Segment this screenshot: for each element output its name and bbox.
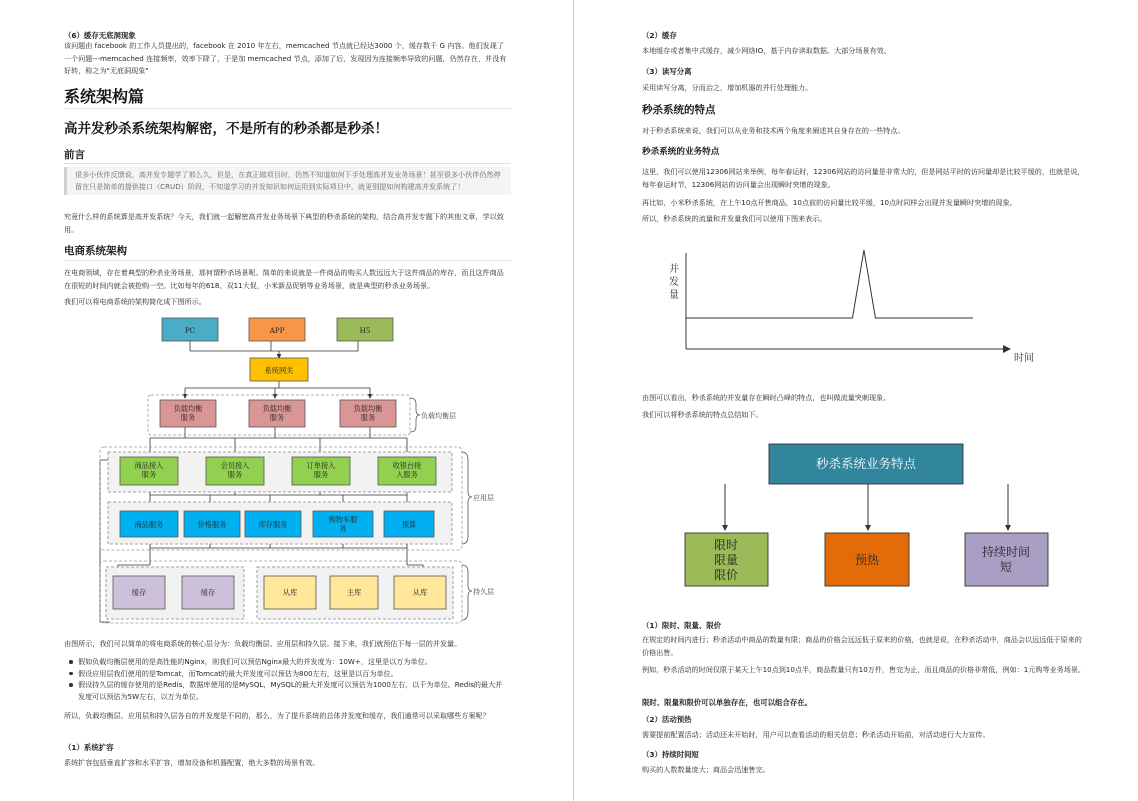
diagram-description: 由图所示，我们可以简单的将电商系统的核心层分为：负载均衡层、应用层和持久层。接下来，我们就预估下每一层的并发量。 (64, 639, 462, 648)
feature-tree (578, 0, 1138, 801)
rw-split-text: 采用读写分离，分而治之，增加机器的并行处理能力。 (642, 83, 813, 92)
ecom-fig-intro: 我们可以将电商系统的架构简化成下图所示。 (64, 297, 206, 306)
list-item: 假设应用层我们使用的是Tomcat，而Tomcat的最大并发度可以预估为800左右，这里是以百为单位。 (68, 668, 508, 680)
db-slave1-label: 从库 (282, 588, 298, 597)
db-master-label: 主库 (346, 588, 362, 597)
app-layer-label: 应用层 (473, 494, 494, 502)
ecom-heading: 电商系统架构 (64, 245, 127, 257)
biz-text-3: 所以，秒杀系统的流量和并发量我们可以使用下图来表示。 (642, 214, 827, 223)
chart-desc-2: 我们可以将秒杀系统的特点总结如下。 (642, 410, 763, 419)
cache-hole-title: （6）缓存无底洞现象 (64, 31, 136, 40)
label-line: 短 (999, 560, 1013, 574)
features-heading: 秒杀系统的特点 (642, 104, 716, 116)
y-label-char: 发 (669, 277, 679, 288)
rw-split-title: （3）读写分离 (642, 67, 692, 76)
h5-label: H5 (359, 326, 371, 335)
label-line: 限价 (713, 568, 739, 582)
warmup-title: （2）活动预热 (642, 715, 692, 724)
intro-text: 究竟什么样的系统算是高并发系统？今天，我们就一起解密高并发业务场景下典型的秒杀系统的架构，结合高并发专题下的其他文章，学以致用。 (64, 212, 504, 234)
preface-heading: 前言 (64, 149, 85, 161)
biz-features-heading: 秒杀系统的业务特点 (642, 147, 720, 157)
y-label-char: 量 (669, 290, 679, 301)
limits-text-1: 在规定的时间内进行；秒杀活动中商品的数量有限；商品的价格会远远低于原来的价格，也就是说，在秒杀活动中，商品会以远远低于原来的价格出售。 (642, 635, 1082, 657)
biz-text-2: 再比如，小米秒杀系统，在上午10点开售商品，10点前的访问量比较平缓，10点时同样会出现并发量瞬时突增的现象。 (642, 198, 1017, 207)
label-line: 服务 (141, 470, 157, 479)
label-line: 入服务 (396, 470, 418, 479)
tree-connectors (725, 484, 1008, 530)
list-item: 假如负载均衡层使用的是高性能的Nginx，则我们可以预估Nginx最大的并发度为：10W+，这里是以万为单位。 (68, 656, 508, 668)
label-line: 商品接入 (134, 461, 164, 470)
warmup-text: 需要提前配置活动；活动还未开始时，用户可以查看活动的相关信息；秒杀活动开始前，对活动进行大力宣传。 (642, 730, 990, 739)
app-label: APP (269, 326, 285, 335)
lb-layer-label: 负载均衡层 (421, 412, 456, 420)
svc5-label: 预算 (401, 520, 417, 529)
limits-title: （1）限时、限量、限价 (642, 621, 722, 630)
label-line: 限量 (713, 553, 739, 567)
label-line: 收银台接 (392, 461, 422, 470)
article-title: 高并发秒杀系统架构解密，不是所有的秒杀都是秒杀！ (64, 121, 388, 137)
label-line: 服务 (360, 413, 376, 422)
features-text: 对于秒杀系统来说，我们可以从业务和技术两个角度来阐述其自身存在的一些特点。 (642, 126, 905, 135)
label-line: 服务 (227, 470, 243, 479)
pc-label: PC (184, 326, 196, 335)
label-line: 服务 (180, 413, 196, 422)
list-item: 假设持久层的缓存使用的是Redis，数据库使用的是MySQL，MySQL的最大并发度可以预估为1000左右，以千为单位。Redis的最大并发度可以预估为5W左右，以万为单位。 (68, 679, 508, 702)
page-divider (573, 0, 574, 801)
right-page (578, 0, 1138, 801)
label-line: 负载均衡 (173, 404, 203, 413)
section-title: 系统架构篇 (64, 87, 145, 106)
persist-layer-label: 持久层 (473, 588, 494, 596)
label-line: 负载均衡 (353, 404, 383, 413)
label-line: 持续时间 (981, 545, 1031, 559)
label-line: 务 (339, 524, 347, 533)
label-line: 订单接入 (306, 461, 336, 470)
limits-text-2: 例如，秒杀活动的时间仅限于某天上午10点到10点半，商品数量只有10万件，售完为止，而且商品的价格非常低，例如：1元购等业务场景。 (642, 665, 1086, 674)
svc3-label: 库存服务 (258, 520, 288, 529)
db-slave2-label: 从库 (412, 588, 428, 597)
concurrency-list (68, 656, 508, 702)
label-line: 购物车服 (328, 515, 358, 524)
short-duration-title: （3）持续时间短 (642, 750, 699, 759)
tree-c2-label: 预热 (854, 553, 880, 567)
biz-text-1: 这里，我们可以使用12306网站来举例，每年春运时，12306网站的访问量是非常大的，但是网站平时的访问量却是比较平缓的，也就是说，每年春运时节，12306网站的访问量会出现瞬时突增的现象。 (642, 167, 1085, 189)
limits-combo: 限时、限量和限价可以单独存在，也可以组合存在。 (642, 698, 812, 707)
cache-text: 本地缓存或者集中式缓存，减少网络IO，基于内存读取数据。大部分场景有效。 (642, 46, 891, 55)
label-line: 限时 (713, 538, 739, 552)
label-line: 会员接入 (220, 461, 250, 470)
chart-desc-1: 由图可以看出，秒杀系统的并发量存在瞬时凸峰的特点，也叫做流量突刺现象。 (642, 393, 891, 402)
preface-quote: 很多小伙伴反馈说，高并发专题学了那么久，但是，在真正做项目时，仍然不知道如何下手处理高并发业务场景！甚至很多小伙伴仍然停留在只是简单的提供接口（CRUD）阶段，不知道学习的并发知识如何运用到实际项目中，就更别提如何构建高并发系统了！ (64, 167, 511, 195)
label-line: 负载均衡 (262, 404, 292, 413)
short-duration-text: 购买的人数数量庞大；商品会迅速售完。 (642, 765, 770, 774)
scale-out-text: 系统扩容包括垂直扩容和水平扩容，增加设备和机器配置，绝大多数的场景有效。 (64, 758, 320, 767)
scale-out-title: （1）系统扩容 (64, 743, 114, 752)
gateway-label: 系统网关 (264, 366, 294, 375)
ecom-text: 在电商领域，存在着典型的秒杀业务场景，那何谓秒杀场景呢。简单的来说就是一件商品的购买人数远远大于这件商品的库存，而且这件商品在很短的时间内就会被抢购一空。比如每年的618、双11大促，小米新品促销等业务场景，就是典型的秒杀业务场景。 (64, 268, 504, 290)
svc2-label: 价格服务 (197, 520, 227, 529)
solutions-question: 所以，负载均衡层、应用层和持久层各自的并发度是不同的，那么，为了提升系统的总体并发度和缓存，我们通常可以采取哪些方案呢？ (64, 711, 490, 720)
cache-title: （2）缓存 (642, 31, 677, 40)
cache2-label: 缓存 (200, 588, 216, 597)
y-label-char: 并 (669, 264, 679, 275)
svc1-label: 商品服务 (134, 520, 164, 529)
x-axis-label: 时间 (1014, 353, 1034, 364)
in4-label (393, 461, 423, 479)
label-line: 服务 (269, 413, 285, 422)
label-line: 服务 (313, 470, 329, 479)
tree-c1-label (714, 537, 738, 582)
cache1-label: 缓存 (131, 588, 147, 597)
cache-hole-text: 该问题由 facebook 的工作人员提出的，facebook 在 2010 年左右，memcached 节点就已经达3000 个，缓存数千 G 内容。他们发现了一个问题---memcached 连接频率，效率下降了，于是加 memcached 节点，添加了后，发现因为连接频率导致的问题，仍然存在，并没有好转，称之为"无底洞现象" (64, 41, 507, 75)
tree-root-label: 秒杀系统业务特点 (815, 456, 917, 471)
